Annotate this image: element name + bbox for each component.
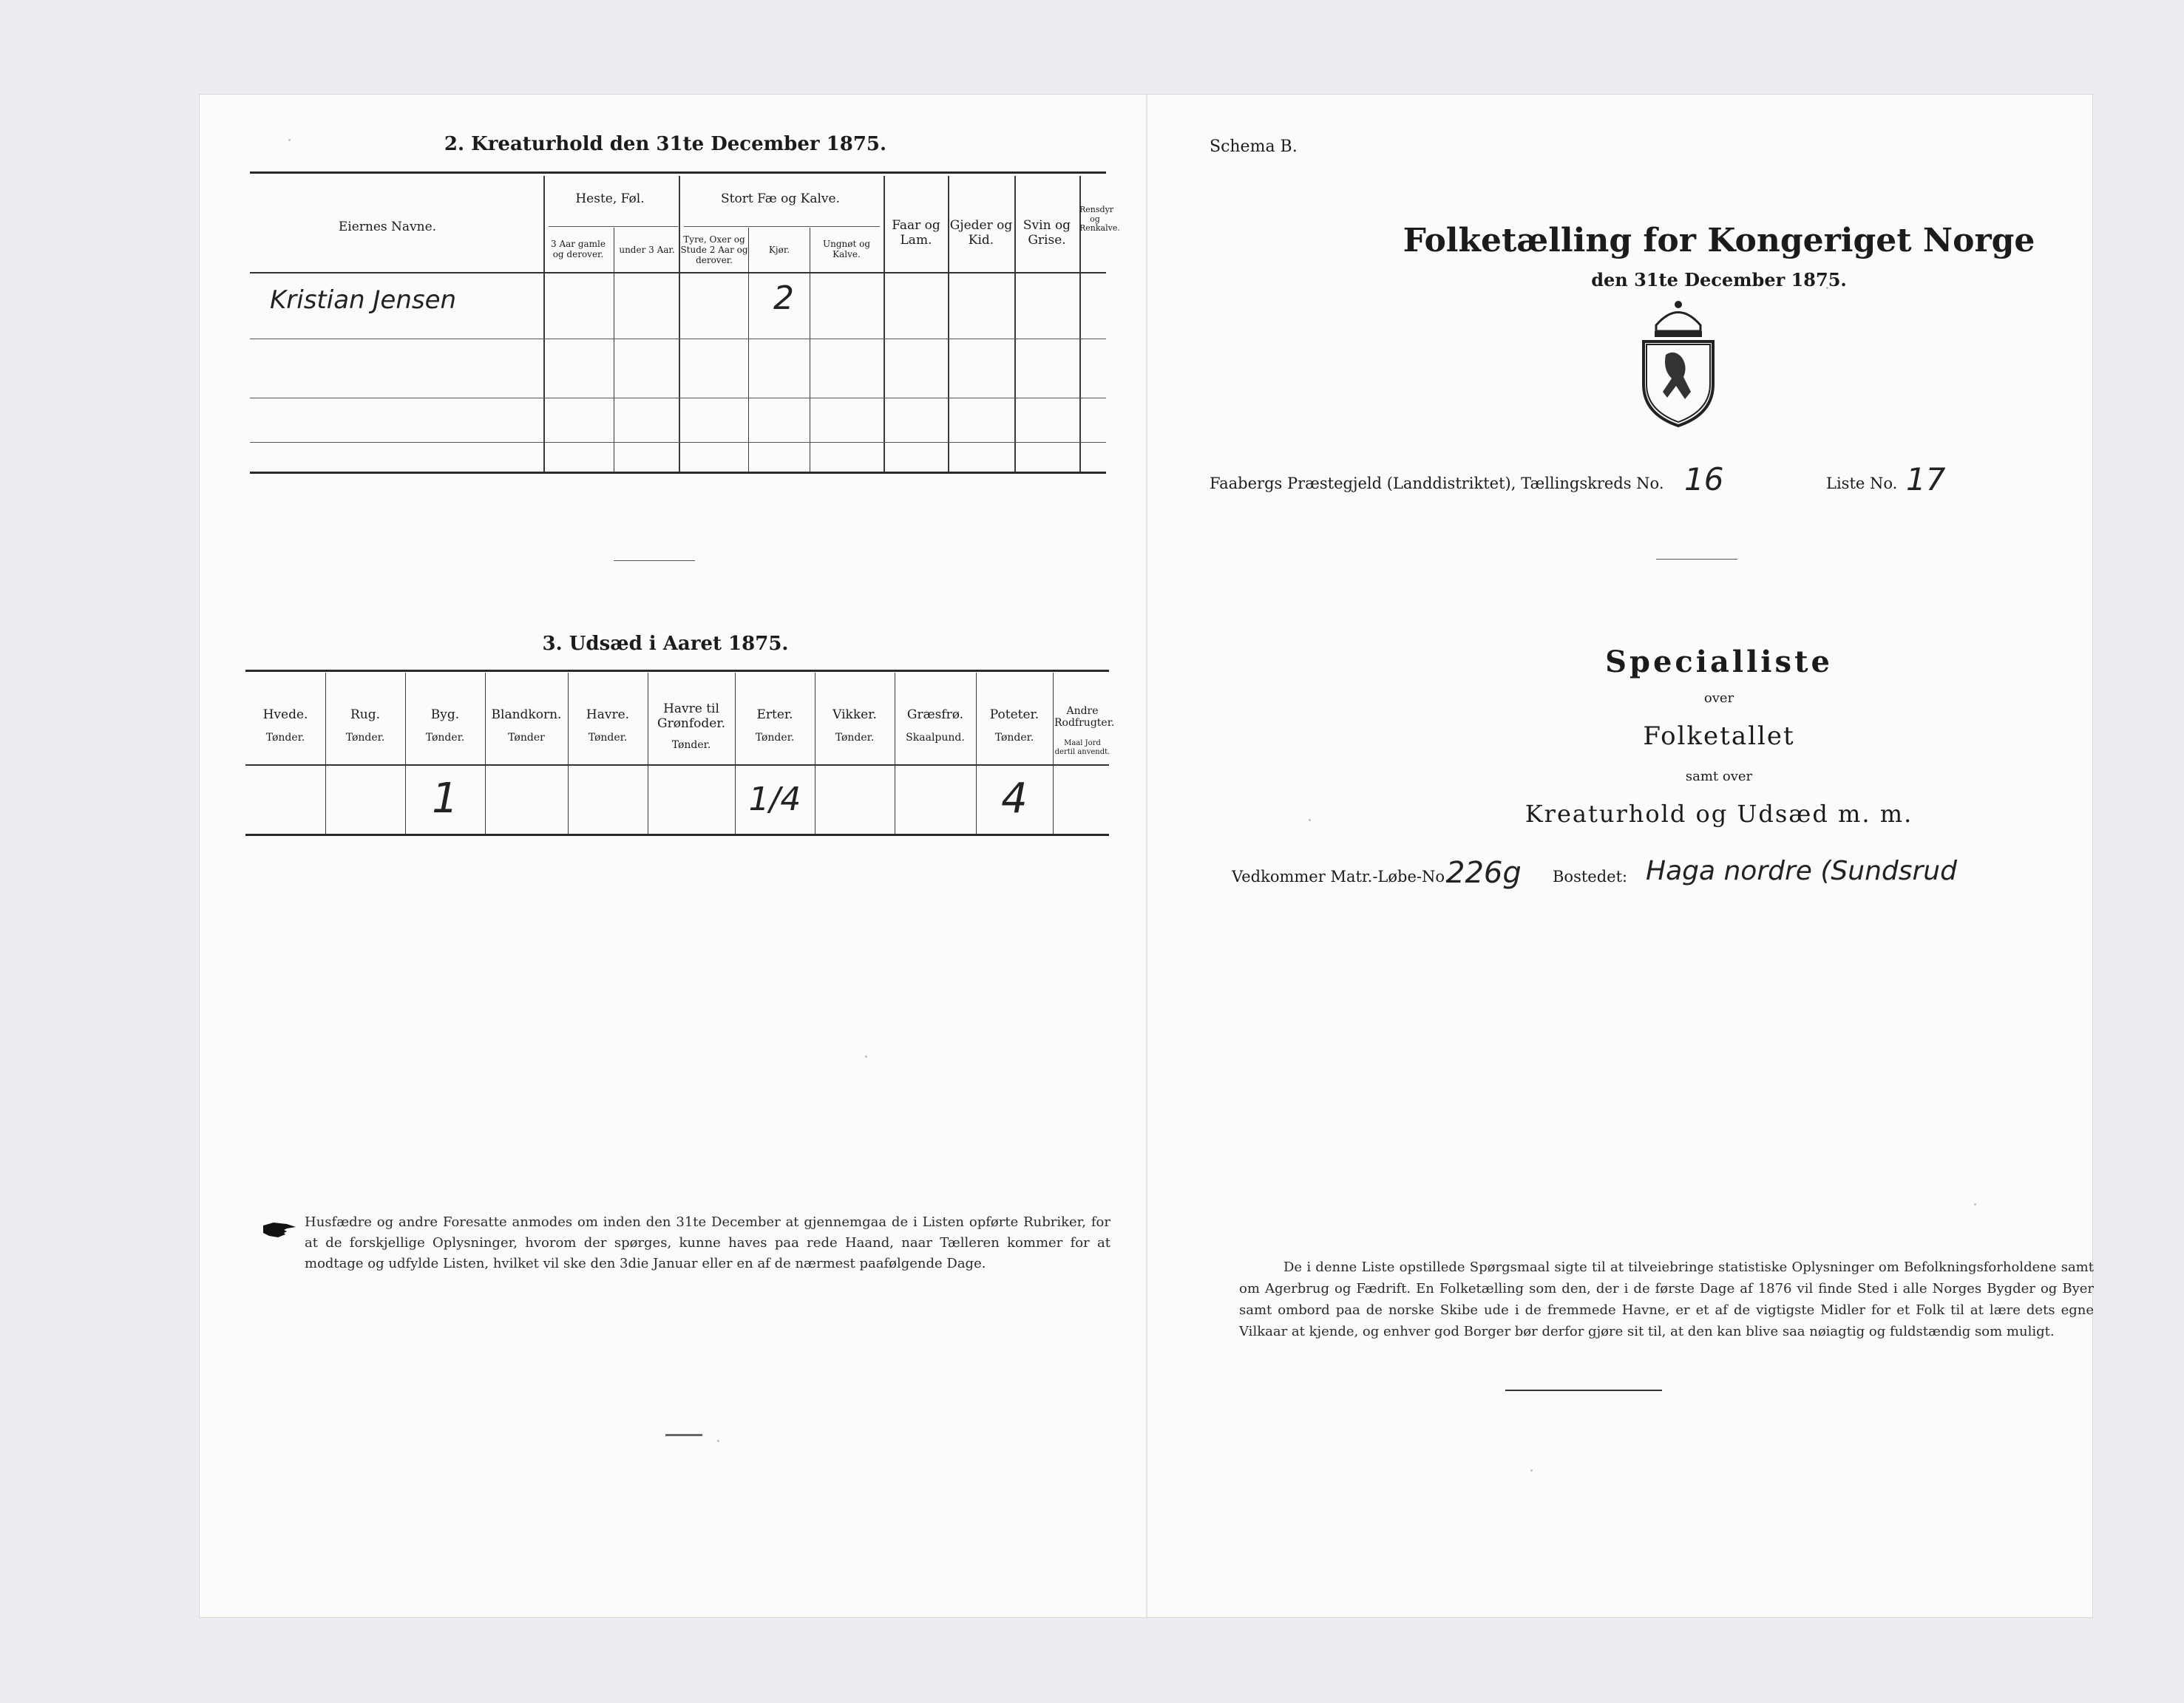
speck [1974,1203,1976,1206]
liste-no: 17 [1906,461,1946,497]
s3-col-unit: Tønder. [994,732,1034,744]
col-svin: Svin og Grise. [1023,218,1071,248]
speck [1530,1469,1533,1472]
samt-over-text: samt over [1685,769,1753,784]
separator [614,560,695,561]
col-stort-b: Kjør. [768,245,790,255]
col-divider [1053,673,1054,835]
page-fold [1146,95,1147,1617]
coat-of-arms-icon [1630,296,1726,429]
col-divider [325,673,326,835]
sub-rule [684,226,880,227]
kreaturhold-title: Kreaturhold og Udsæd m. m. [1525,800,1913,828]
rule [245,670,1109,672]
byg-value: 1 [432,775,458,823]
district-label: Faabergs Præstegjeld (Landdistriktet), Tællingskreds No. [1210,475,1664,492]
section3-title: 3. Udsæd i Aaret 1875. [542,633,789,655]
poteter-value: 4 [1001,775,1028,823]
census-sheet [200,95,2092,1617]
s3-col-unit: Tønder. [588,732,628,744]
s3-col-header: Vikker. [832,707,877,722]
col-owner-header: Eiernes Navne. [338,220,437,234]
col-divider [568,673,569,835]
main-date: den 31te December 1875. [1591,269,1847,290]
col-stort-c: Ungnøt og Kalve. [822,239,871,259]
kjor-value: 2 [773,279,794,317]
notice-text: Husfædre og andre Foresatte anmodes om inden den 31te December at gjennemgaa de i Listen opførte Rubriker, for at de forskjellige Oplysninger, hvorom der spørges, kunne haves paa rede Haand, naar Tælleren kommer for at modtage og udfylde Listen, hvilket vil ske den 3die Januar eller en af de nærmest paafølgende Dage. [305,1214,1110,1271]
s3-col-header: Havre til Grønfoder. [657,701,726,731]
rule [245,834,1109,836]
separator [1505,1390,1662,1391]
folketallet-title: Folketallet [1643,721,1795,751]
s3-col-header: Hvede. [262,707,308,722]
rule [250,472,1106,474]
speck [865,1056,867,1058]
s3-col-header: Erter. [756,707,793,722]
s3-col-unit: Maal Jord dertil anvendt. [1054,739,1110,756]
col-divider [485,673,486,835]
liste-label: Liste No. [1826,475,1898,492]
header-rule [250,272,1106,273]
col-divider [748,228,749,472]
over-text: over [1703,690,1734,706]
separator [665,1434,702,1436]
owner-name: Kristian Jensen [270,285,457,315]
s3-col-header: Rug. [350,707,381,722]
s3-col-header: Byg. [430,707,460,722]
col-heste-a: 3 Aar gamle og derover. [551,239,606,259]
s3-col-header: Blandkorn. [491,707,562,722]
sub-rule [549,226,678,227]
row-rule [250,442,1106,443]
bosted-value: Haga nordre (Sundsrud [1646,856,1957,886]
col-rensdyr: Rensdyr og Renkalve. [1079,205,1120,234]
s3-col-header: Poteter. [989,707,1040,722]
col-heste-b: under 3 Aar. [619,245,675,255]
col-stort-a: Tyre, Oxer og Stude 2 Aar og derover. [680,234,748,265]
col-divider [679,176,680,472]
header-rule [245,764,1109,766]
bosted-label: Bostedet: [1553,868,1628,886]
s3-col-unit: Tønder. [671,739,711,751]
separator [1656,559,1737,560]
s3-col-header: Andre Rodfrugter. [1054,705,1115,730]
section2-title: 2. Kreaturhold den 31te December 1875. [444,133,887,155]
s3-col-unit: Skaalpund. [906,732,965,744]
s3-col-unit: Tønder. [425,732,465,744]
s3-col-header: Havre. [586,707,630,722]
main-title: Folketælling for Kongeriget Norge [1403,222,2035,259]
pointing-hand-icon [262,1218,297,1240]
specialliste-title: Specialliste [1605,645,1833,679]
speck [717,1440,719,1442]
schema-label: Schema B. [1210,137,1298,156]
district-no: 16 [1684,461,1724,497]
footer-text: De i denne Liste opstillede Spørgsmaal sigte til at tilveiebringe statistiske Oplysninger om Befolkningsforholdene samt om Agerbrug og Fædrift. En Folketælling som den, der i de første Dage af 1876 vil finde Sted i alle Norges Bygder og Byer samt ombord paa de norske Skibe ude i de fremmede Havne, er et af de vigtigste Midler for et Folk til at lære dets egne Vilkaar at kjende, og enhver god Borger bør derfor gjøre sit til, at den kan blive saa nøiagtig og fuldstændig som muligt. [1239,1260,2094,1339]
col-faar: Faar og Lam. [892,218,940,248]
s3-col-header: Græsfrø. [906,707,964,722]
col-heste-header: Heste, Føl. [575,191,645,206]
s3-col-unit: Tønder. [755,732,795,744]
col-gjeder: Gjeder og Kid. [949,218,1013,248]
col-divider [543,176,545,472]
col-stort-header: Stort Fæ og Kalve. [721,191,840,206]
s3-col-unit: Tønder [508,732,545,744]
matr-no: 226g [1446,856,1522,890]
s3-col-unit: Tønder. [835,732,875,744]
rule [250,171,1106,174]
s3-col-unit: Tønder. [265,732,305,744]
erter-value: 1/4 [748,781,801,818]
matr-label: Vedkommer Matr.-Løbe-No. [1232,868,1450,886]
s3-col-unit: Tønder. [345,732,385,744]
